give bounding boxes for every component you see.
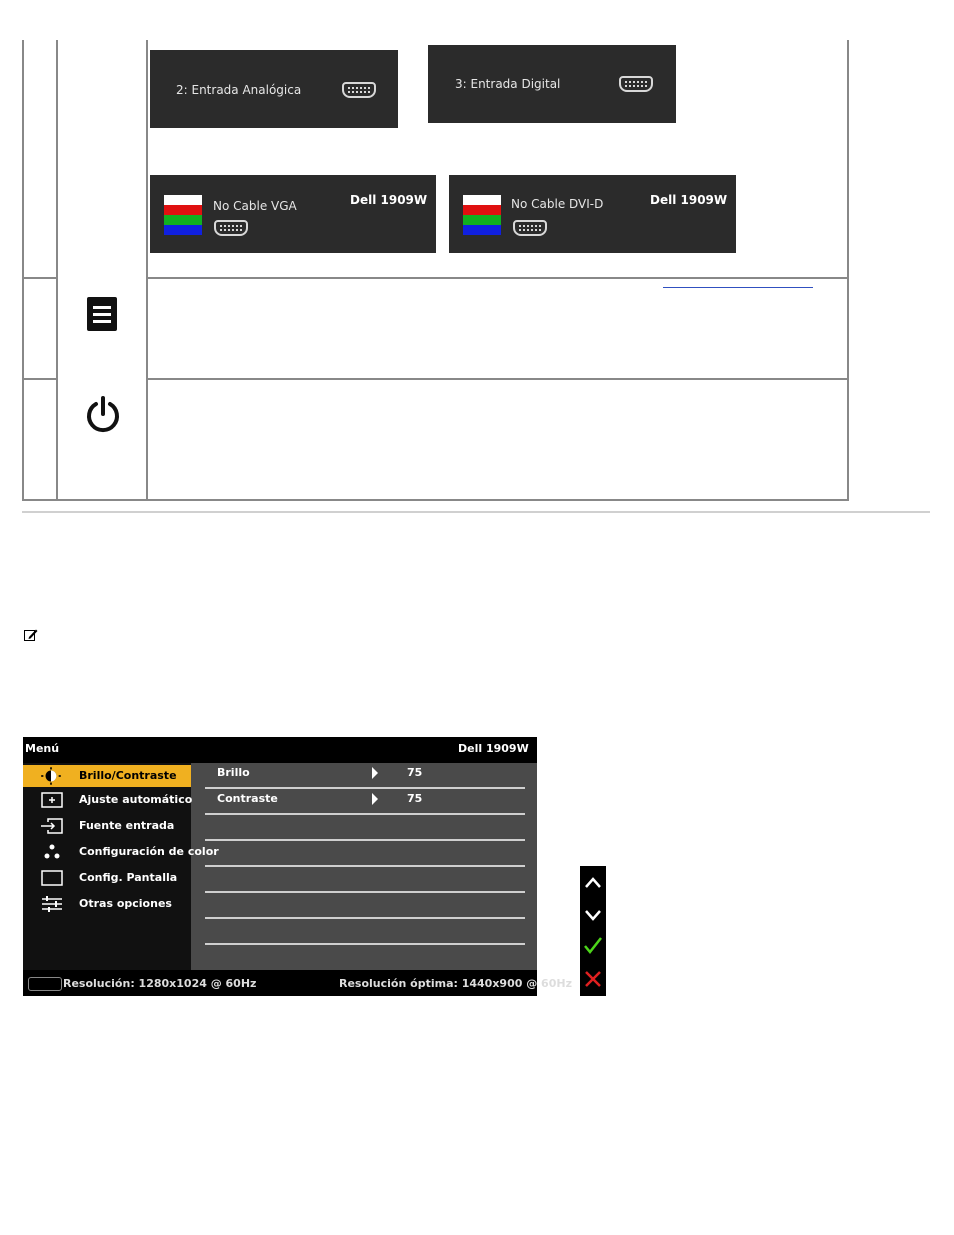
color-bars-icon [164,195,202,235]
display-settings-icon [41,870,63,886]
input-source-icon [41,818,63,834]
setting-row-empty [205,917,525,945]
menu-item-brillo-contraste[interactable] [23,765,191,787]
down-icon[interactable] [584,908,602,922]
cell-highlight-2 [58,378,146,381]
vga-connector-icon [342,82,376,98]
table-row-divider-2 [22,378,849,380]
setting-name: Brillo [217,766,250,779]
dvi-connector-icon [619,76,653,92]
setting-row-empty [205,891,525,919]
digital-input-label: 3: Entrada Digital [455,77,561,91]
menu-item-label: Fuente entrada [79,819,175,832]
table-border-bottom [22,499,849,501]
setting-row-contraste[interactable] [205,787,525,815]
menu-item-label: Config. Pantalla [79,871,178,884]
analog-input-label: 2: Entrada Analógica [176,83,302,97]
other-options-icon [41,896,63,912]
table-border-left [22,40,24,501]
menu-item-fuente-entrada[interactable] [23,815,191,837]
osd-navigation-buttons [580,866,606,996]
dvi-connector-icon [513,220,547,236]
setting-value: 75 [407,766,423,779]
setting-row-empty [205,865,525,893]
section-separator [22,511,930,513]
color-settings-icon [41,844,63,860]
arrow-right-icon [372,793,378,805]
menu-item-label: Brillo/Contraste [79,769,177,782]
menu-item-configuracion-color[interactable] [23,841,219,863]
osd-main-menu [23,737,572,996]
brand-label: Dell 1909W [350,193,428,207]
check-icon[interactable] [583,936,603,954]
close-icon[interactable] [584,970,602,988]
osd-no-cable-vga [150,175,436,253]
menu-item-label: Ajuste automático [79,793,193,806]
table-col-divider-1 [56,40,58,501]
power-icon [84,395,122,435]
menu-brand: Dell 1909W [458,742,529,755]
menu-item-otras-opciones[interactable] [23,893,191,915]
color-bars-icon [463,195,501,235]
brand-label: Dell 1909W [650,193,728,207]
menu-item-config-pantalla[interactable] [23,867,191,889]
setting-name: Contraste [217,792,278,805]
no-cable-vga-label: No Cable VGA [213,199,297,213]
auto-adjust-icon [41,792,63,808]
no-cable-dvi-label: No Cable DVI-D [511,197,604,211]
menu-item-ajuste-automatico[interactable] [23,789,191,811]
link-underline[interactable] [663,287,813,288]
menu-item-label: Otras opciones [79,897,172,910]
menu-icon [86,296,118,332]
cell-highlight-1 [58,277,146,280]
menu-title: Menú [25,742,60,755]
footer-optimal-resolution: Resolución óptima: 1440x900 @ 60Hz [339,977,572,990]
note-icon [24,628,38,641]
footer-resolution: Resolución: 1280x1024 @ 60Hz [63,977,257,990]
osd-analog-input [150,50,398,128]
brightness-icon [39,766,63,786]
osd-no-cable-dvi [449,175,736,253]
setting-row-empty [205,813,525,841]
table-row-divider-1 [22,277,849,279]
vga-badge-icon [28,977,62,991]
menu-item-label: Configuración de color [79,845,219,858]
setting-row-empty [205,839,525,867]
table-border-right [847,40,849,501]
arrow-right-icon [372,767,378,779]
setting-row-brillo[interactable] [205,761,525,789]
vga-connector-icon [214,220,248,236]
setting-value: 75 [407,792,423,805]
up-icon[interactable] [584,876,602,890]
table-col-divider-2 [146,40,148,501]
osd-digital-input [428,45,676,123]
